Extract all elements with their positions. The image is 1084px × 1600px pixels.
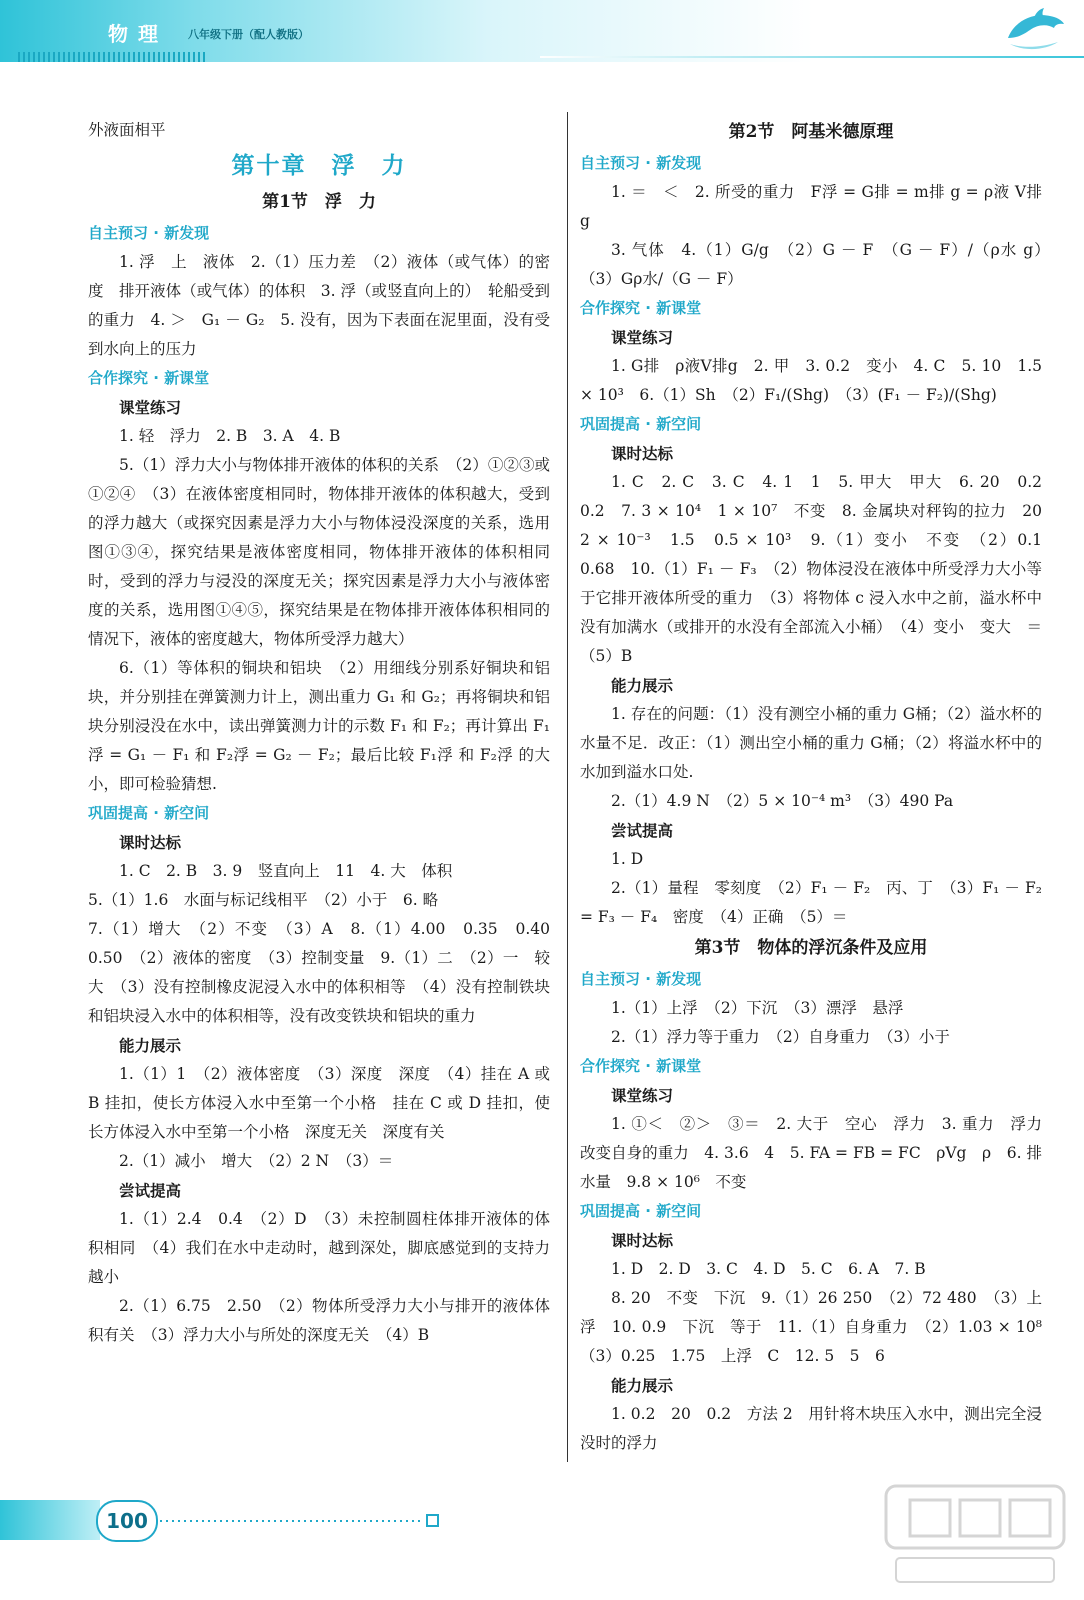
section-title: 第2节 阿基米德原理 [728, 122, 894, 142]
answer-text: 2.（1）4.9 N （2）5 × 10⁻⁴ m³ （3）490 Pa [611, 792, 954, 810]
section-heading: 合作探究 · 新课堂 [580, 1057, 702, 1075]
section-heading: 自主预习 · 新发现 [88, 224, 210, 242]
subsection-heading: 课堂练习 [611, 1086, 674, 1105]
header-subject: 物理 [108, 22, 168, 46]
subsection-heading: 能力展示 [611, 676, 674, 695]
answer-text: 2.（1）浮力等于重力 （2）自身重力 （3）小于 [611, 1028, 950, 1046]
answer-text: 1. D 2. D 3. C 4. D 5. C 6. A 7. B [611, 1260, 926, 1278]
page-number: 100 [96, 1500, 158, 1542]
answer-text: 1. C 2. B 3. 9 竖直向上 11 4. 大 体积 [119, 862, 453, 880]
subsection-heading: 尝试提高 [119, 1181, 182, 1200]
answer-text: 1. ①＜ ②＞ ③＝ 2. 大于 空心 浮力 3. 重力 浮力 改变自身的重力 4. 3.6 4 5. FA = FB = FC ρVg ρ 6. 排水量 9.8 × 10⁶ 不变 [580, 1115, 1058, 1191]
header-grade: 八年级下册（配人教版） [188, 28, 309, 41]
answer-text: 1. 0.2 20 0.2 方法 2 用针将木块压入水中，测出完全浸没时的浮力 [580, 1405, 1042, 1452]
subsection-heading: 课堂练习 [611, 328, 674, 347]
header-rule [540, 56, 1084, 58]
answer-text: 2.（1）6.75 2.50 （2）物体所受浮力大小与排开的液体体积有关 （3）浮力大小与所处的深度无关 （4）B [88, 1297, 550, 1344]
subsection-heading: 尝试提高 [611, 821, 674, 840]
dolphin-logo-icon [1000, 4, 1070, 54]
answer-text: 1. 浮 上 液体 2.（1）压力差 （2）液体（或气体）的密度 排开液体（或气体）的体积 3. 浮（或竖直向上的） 轮船受到的重力 4. ＞ G₁ － G₂ 5. 没有，因为下表面在泥里面，没有受到水向上的压力 [88, 253, 550, 358]
left-column [88, 116, 566, 1350]
answer-text: 1.（1）1 （2）液体密度 （3）深度 深度 （4）挂在 A 或 B 挂扣，使长方体浸入水中至第一个小格 挂在 C 或 D 挂扣，使长方体浸入水中至第一个小格 深度无关 深度有关 [88, 1065, 550, 1141]
column-divider [567, 112, 568, 1462]
subsection-heading: 课时达标 [611, 444, 674, 463]
subsection-heading: 课堂练习 [119, 398, 182, 417]
answer-text: 5.（1）浮力大小与物体排开液体的体积的关系 （2）①②③或①②④ （3）在液体密度相同时，物体排开液体的体积越大，受到的浮力越大（或探究因素是浮力大小与物体浸没深度的关系，选用图①③④，探究结果是液体密度相同，物体排开液体的体积相同时，受到的浮力与浸没的深度无关；探究因素是浮力大小与液体密度的关系，选用图①④⑤，探究结果是在物体排开液体体积相同的情况下，液体的密度越大，物体所受浮力越大） [88, 456, 550, 648]
answer-text: 2.（1）减小 增大 （2）2 N （3）＝ [119, 1152, 394, 1170]
watermark-logo-icon [880, 1480, 1070, 1590]
footer-square-icon [426, 1514, 439, 1527]
section-title: 第3节 物体的浮沉条件及应用 [694, 938, 928, 958]
right-column [580, 116, 1058, 1458]
subsection-heading: 能力展示 [611, 1376, 674, 1395]
chapter-title: 第十章 浮 力 [231, 152, 407, 179]
header-tick-strip [18, 52, 208, 62]
answer-text: 1. C 2. C 3. C 4. 1 1 5. 甲大 甲大 6. 20 0.2 0.2 7. 3 × 10⁴ 1 × 10⁷ 不变 8. 金属块对秤钩的拉力 20 2 × 10⁻³ 1.5 0.5 × 10³ 9.（1）变小 不变 （2）0.1 0.68 10.（1）F₁ － F₃ （2）物体浸没在液体中所受浮力大小等于它排开液体所受的重力 （3）将物体 c 浸入水中之前，溢水杯中没有加满水（或排开的水没有全部流入小桶） （4）变小 变大 ＝ （5）B [580, 473, 1058, 665]
section-heading: 巩固提高 · 新空间 [580, 1202, 702, 1220]
subsection-heading: 课时达标 [119, 833, 182, 852]
answer-text: 1. 轻 浮力 2. B 3. A 4. B [119, 427, 341, 445]
answer-text: 1.（1）上浮 （2）下沉 （3）漂浮 悬浮 [611, 999, 904, 1017]
section-heading: 合作探究 · 新课堂 [88, 369, 210, 387]
answer-text: 7.（1）增大 （2）不变 （3）A 8.（1）4.00 0.35 0.40 0.50 （2）液体的密度 （3）控制变量 9.（1）二 （2）一 较大 （3）没有控制橡皮泥浸入水中的体积相等 （4）没有控制铁块和铝块浸入水中的体积相等，没有改变铁块和铝块的重力 [88, 920, 566, 1025]
answer-text: 1. D [611, 850, 644, 868]
answer-text: 1.（1）2.4 0.4 （2）D （3）未控制圆柱体排开液体的体积相同 （4）我们在水中走动时，越到深处，脚底感觉到的支持力越小 [88, 1210, 550, 1286]
answer-text: 6.（1）等体积的铜块和铝块 （2）用细线分别系好铜块和铝块，并分别挂在弹簧测力计上，测出重力 G₁ 和 G₂；再将铜块和铝块分别浸没在水中，读出弹簧测力计的示数 F₁ 和 F₂；再计算出 F₁浮 = G₁ － F₁ 和 F₂浮 = G₂ － F₂；最后比较 F₁浮 和 F₂浮 的大小，即可检验猜想. [88, 659, 550, 793]
subsection-heading: 能力展示 [119, 1036, 182, 1055]
answer-text: 1. G排 ρ液V排g 2. 甲 3. 0.2 变小 4. C 5. 10 1.5 × 10³ 6.（1）Sh （2）F₁/(Shg) （3）(F₁ － F₂)/(Shg) [580, 357, 1042, 404]
answer-text: 3. 气体 4.（1）G/g （2）G － F （G － F）/（ρ水 g） （3）Gρ水/（G － F） [580, 241, 1058, 288]
section-heading: 自主预习 · 新发现 [580, 970, 702, 988]
section-heading: 合作探究 · 新课堂 [580, 299, 702, 317]
answer-text: 8. 20 不变 下沉 9.（1）26 250 （2）72 480 （3）上浮 10. 0.9 下沉 等于 11.（1）自身重力 （2）1.03 × 10⁸ （3）0.25 1.75 上浮 C 12. 5 5 6 [580, 1289, 1058, 1365]
continued-line: 外液面相平 [88, 121, 166, 139]
section-heading: 巩固提高 · 新空间 [580, 415, 702, 433]
footer-dotted-line [160, 1520, 422, 1522]
answer-text: 1. 存在的问题：（1）没有测空小桶的重力 G桶；（2）溢水杯的水量不足．改正：（1）测出空小桶的重力 G桶；（2）将溢水杯中的水加到溢水口处. [580, 705, 1042, 781]
section-heading: 自主预习 · 新发现 [580, 154, 702, 172]
answer-text: 2.（1）量程 零刻度 （2）F₁ － F₂ 丙、丁 （3）F₁ － F₂ = F₃ － F₄ 密度 （4）正确 （5）＝ [580, 879, 1042, 926]
answer-text: 5.（1）1.6 水面与标记线相平 （2）小于 6. 略 [88, 891, 439, 909]
section-title: 第1节 浮 力 [262, 192, 376, 212]
answer-text: 1. ＝ ＜ 2. 所受的重力 F浮 = G排 = m排 g = ρ液 V排 g [580, 183, 1042, 230]
section-heading: 巩固提高 · 新空间 [88, 804, 210, 822]
footer-tab [0, 1500, 100, 1540]
subsection-heading: 课时达标 [611, 1231, 674, 1250]
